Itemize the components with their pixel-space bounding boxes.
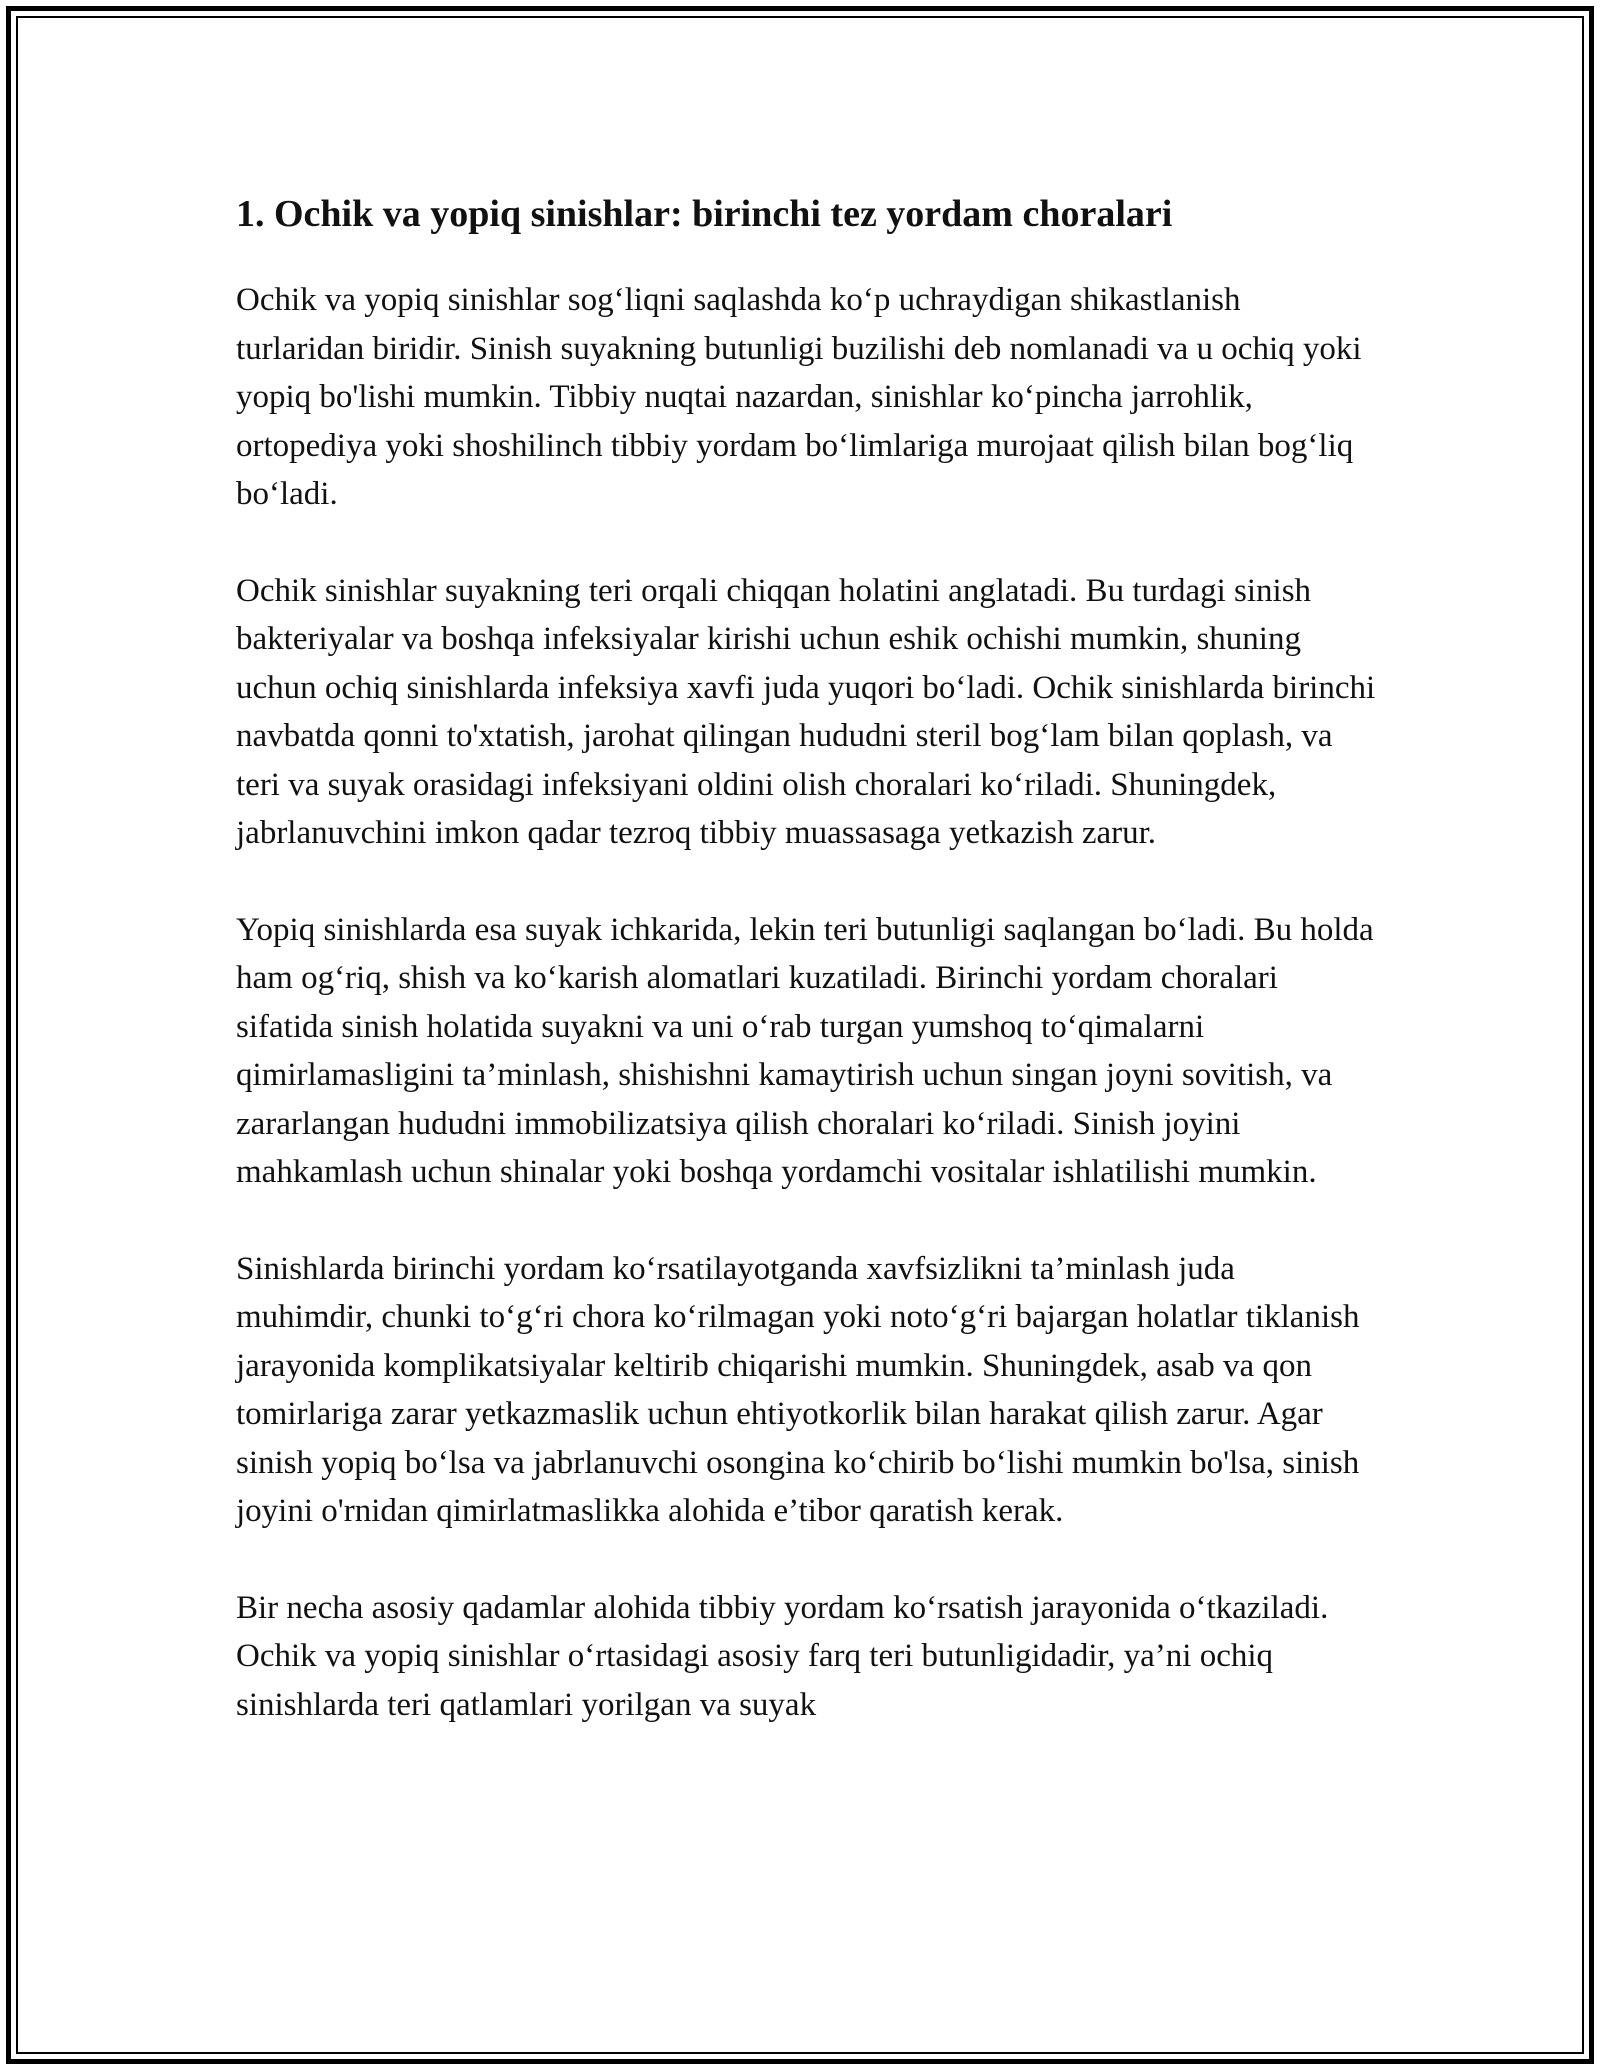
section-heading: 1. Ochik va yopiq sinishlar: birinchi tez yordam choralari xyxy=(236,193,1173,235)
paragraph-open-fractures: Ochik sinishlar suyakning teri orqali chiqqan holatini anglatadi. Bu turdagi sinish bakteriyalar va boshqa infeksiyalar kirishi uchun eshik ochishi mumkin, shuning uchun ochiq sinishlarda infeksiya xavfi juda yuqori bo‘ladi. Ochik sinishlarda birinchi navbatda qonni to'xtatish, jarohat qilingan hududni steril bog‘lam bilan qoplash, va teri va suyak orasidagi infeksiyani oldini olish choralari ko‘riladi. Shuningdek, jabrlanuvchini imkon qadar tezroq tibbiy muassasaga yetkazish zarur. xyxy=(236,572,1376,851)
paragraph-safety: Sinishlarda birinchi yordam ko‘rsatilayotganda xavfsizlikni ta’minlash juda muhimdir, chunki to‘g‘ri chora ko‘rilmagan yoki noto‘g‘ri bajargan holatlar tiklanish jarayonida komplikatsiyalar keltirib chiqarishi mumkin. Shuningdek, asab va qon tomirlariga zarar yetkazmaslik uchun ehtiyotkorlik bilan harakat qilish zarur. Agar sinish yopiq bo‘lsa va jabrlanuvchi osongina ko‘chirib bo‘lishi mumkin bo'lsa, sinish joyini o'rnidan qimirlatmaslikka alohida e’tibor qaratish kerak. xyxy=(236,1250,1360,1529)
paragraph-closed-fractures: Yopiq sinishlarda esa suyak ichkarida, lekin teri butunligi saqlangan bo‘ladi. Bu holda ham og‘riq, shish va ko‘karish alomatlari kuzatiladi. Birinchi yordam choralari sifatida sinish holatida suyakni va uni o‘rab turgan yumshoq to‘qimalarni qimirlamasligini ta’minlash, shishishni kamaytirish uchun singan joyni sovitish, va zararlangan hududni immobilizatsiya qilish choralari ko‘riladi. Sinish joyini mahkamlash uchun shinalar yoki boshqa yordamchi vositalar ishlatilishi mumkin. xyxy=(236,911,1374,1190)
document-body xyxy=(236,186,1376,1729)
paragraph-key-steps: Bir necha asosiy qadamlar alohida tibbiy yordam ko‘rsatish jarayonida o‘tkaziladi. Ochik va yopiq sinishlar o‘rtasidagi asosiy farq teri butunligidadir, ya’ni ochiq sinishlarda teri qatlamlari yorilgan va suyak xyxy=(236,1589,1329,1723)
paragraph-intro: Ochik va yopiq sinishlar sog‘liqni saqlashda ko‘p uchraydigan shikastlanish turlaridan biridir. Sinish suyakning butunligi buzilishi deb nomlanadi va u ochiq yoki yopiq bo'lishi mumkin. Tibbiy nuqtai nazardan, sinishlar ko‘pincha jarrohlik, ortopediya yoki shoshilinch tibbiy yordam bo‘limlariga murojaat qilish bilan bog‘liq bo‘ladi. xyxy=(236,282,1362,512)
